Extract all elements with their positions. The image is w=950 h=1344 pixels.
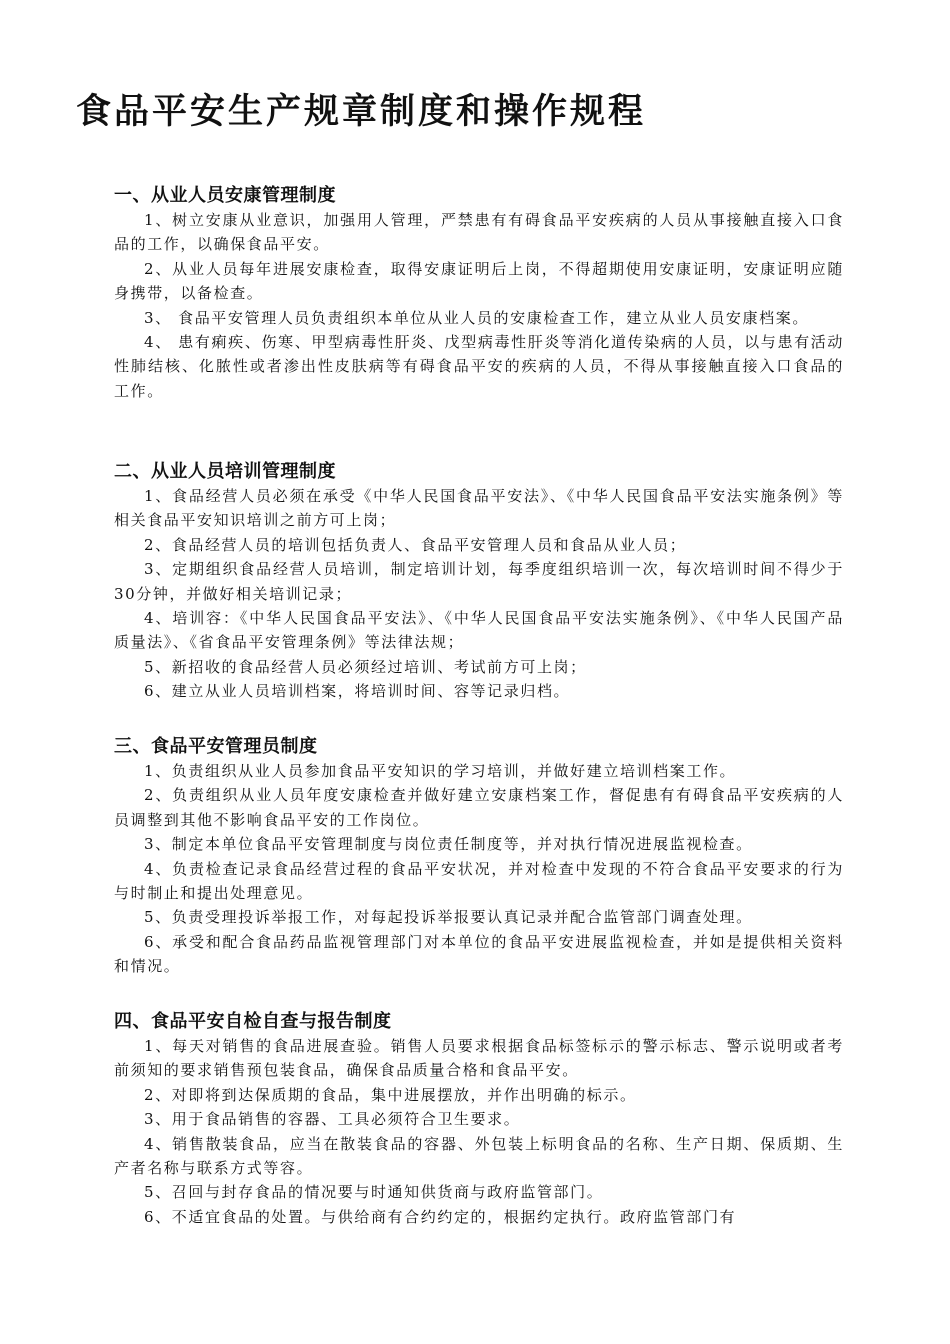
section-safety-manager [114, 735, 844, 979]
section-heading: 一、从业人员安康管理制度 [114, 185, 336, 206]
section-paragraph: 3、用于食品销售的容器、工具必须符合卫生要求。 [144, 1110, 521, 1129]
section-paragraph: 1、食品经营人员必须在承受《中华人民国食品平安法》、《中华人民国食品平安法实施条例》等相关食品平安知识培训之前方可上岗； [114, 487, 844, 530]
section-health-management [114, 184, 844, 403]
section-heading: 三、食品平安管理员制度 [114, 736, 318, 757]
section-paragraph: 4、培训容：《中华人民国食品平安法》、《中华人民国食品平安法实施条例》、《中华人民国产品质量法》、《省食品平安管理条例》等法律法规； [114, 609, 844, 652]
section-paragraph: 5、召回与封存食品的情况要与时通知供货商与政府监管部门。 [144, 1183, 604, 1202]
section-paragraph: 2、从业人员每年进展安康检查，取得安康证明后上岗，不得超期使用安康证明，安康证明应随身携带，以备检查。 [114, 259, 844, 303]
section-paragraph: 1、树立安康从业意识，加强用人管理，严禁患有有碍食品平安疾病的人员从事接触直接入口食品的工作，以确保食品平安。 [114, 211, 844, 254]
section-paragraph: 6、建立从业人员培训档案，将培训时间、容等记录归档。 [144, 682, 571, 701]
section-self-inspection [114, 1010, 844, 1229]
section-paragraph: 4、 患有痢疾、伤寒、甲型病毒性肝炎、戊型病毒性肝炎等消化道传染病的人员，以与患有活动性肺结核、化脓性或者渗出性皮肤病等有碍食品平安的疾病的人员，不得从事接触直接入口食品的工作。 [114, 333, 844, 400]
section-paragraph: 5、负责受理投诉举报工作，对每起投诉举报要认真记录并配合监管部门调查处理。 [144, 908, 753, 927]
section-paragraph: 6、不适宜食品的处置。与供给商有合约约定的，根据约定执行。政府监管部门有 [144, 1207, 737, 1226]
section-training-management [114, 460, 844, 704]
section-paragraph: 3、定期组织食品经营人员培训，制定培训计划，每季度组织培训一次，每次培训时间不得少于30分钟，并做好相关培训记录； [114, 560, 844, 603]
section-paragraph: 2、负责组织从业人员年度安康检查并做好建立安康档案工作，督促患有有碍食品平安疾病的人员调整到其他不影响食品平安的工作岗位。 [114, 786, 844, 829]
document-title: 食品平安生产规章制度和操作规程 [75, 92, 646, 132]
section-heading: 四、食品平安自检自查与报告制度 [114, 1011, 392, 1032]
section-paragraph: 1、每天对销售的食品进展查验。销售人员要求根据食品标签标示的警示标志、警示说明或者考前须知的要求销售预包装食品，确保食品质量合格和食品平安。 [114, 1037, 844, 1080]
section-paragraph: 6、承受和配合食品药品监视管理部门对本单位的食品平安进展监视检查，并如是提供相关资料和情况。 [114, 932, 844, 976]
section-paragraph: 4、负责检查记录食品经营过程的食品平安状况，并对检查中发现的不符合食品平安要求的行为与时制止和提出处理意见。 [114, 859, 844, 903]
section-paragraph: 1、负责组织从业人员参加食品平安知识的学习培训，并做好建立培训档案工作。 [144, 762, 737, 780]
section-paragraph: 5、新招收的食品经营人员必须经过培训、考试前方可上岗； [144, 657, 587, 676]
section-paragraph: 4、销售散装食品，应当在散装食品的容器、外包装上标明食品的名称、生产日期、保质期、生产者名称与联系方式等容。 [114, 1134, 844, 1178]
section-paragraph: 3、 食品平安管理人员负责组织本单位从业人员的安康检查工作，建立从业人员安康档案。 [144, 308, 809, 327]
section-paragraph: 3、制定本单位食品平安管理制度与岗位责任制度等，并对执行情况进展监视检查。 [144, 835, 753, 854]
section-heading: 二、从业人员培训管理制度 [114, 461, 336, 482]
section-paragraph: 2、对即将到达保质期的食品，集中进展摆放，并作出明确的标示。 [144, 1085, 637, 1104]
section-paragraph: 2、食品经营人员的培训包括负责人、食品平安管理人员和食品从业人员； [144, 535, 687, 554]
